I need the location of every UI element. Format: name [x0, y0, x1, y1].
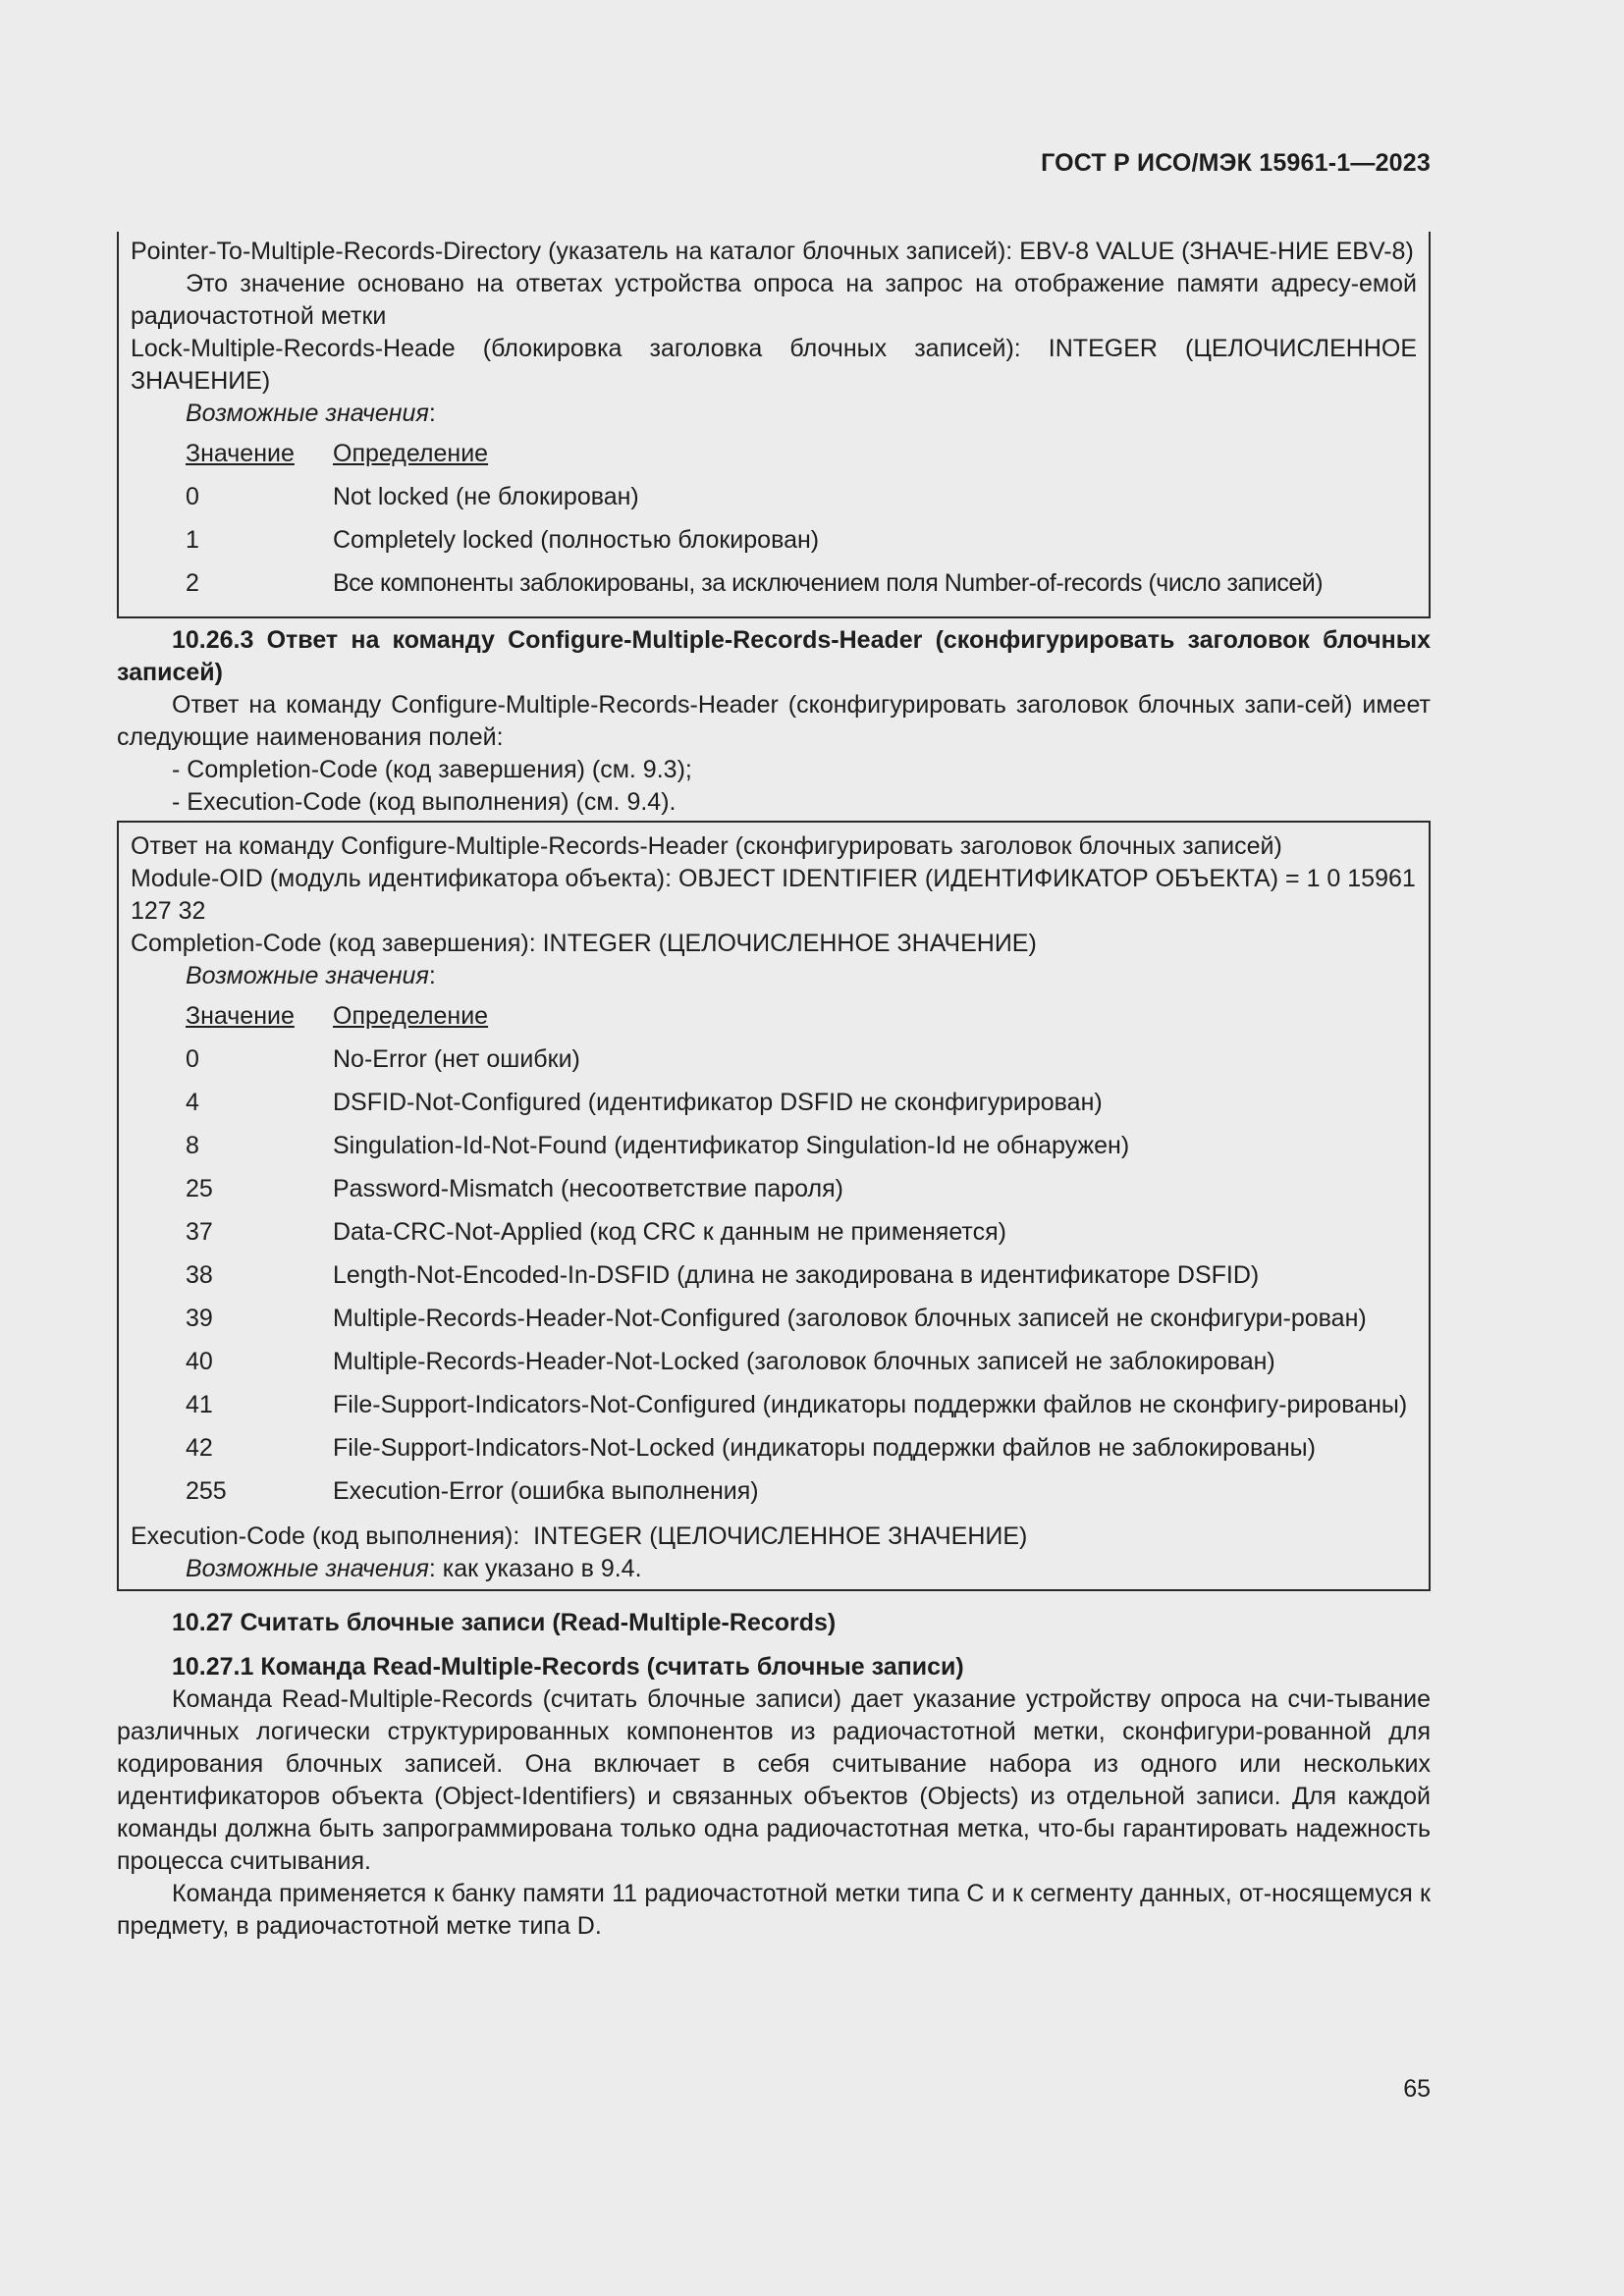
row-definition: Data-CRC-Not-Applied (код CRC к данным не применяется) — [333, 1218, 1006, 1246]
completion-code-line: Completion-Code (код завершения): INTEGER (ЦЕЛОЧИСЛЕННОЕ ЗНАЧЕНИЕ) — [131, 930, 1037, 957]
row-value: 0 — [186, 483, 199, 510]
table-row — [186, 1259, 1413, 1303]
table-row — [186, 1475, 1413, 1519]
row-value: 255 — [186, 1477, 227, 1505]
row-definition: File-Support-Indicators-Not-Configured (индикаторы поддержки файлов не сконфигу-рированы) — [333, 1391, 1408, 1418]
section-heading: 10.26.3 Ответ на команду Configure-Multiple-Records-Header (сконфигурировать заголовок блочных записей) — [117, 626, 1431, 686]
row-definition: Multiple-Records-Header-Not-Configured (заголовок блочных записей не сконфигури-рован) — [333, 1305, 1367, 1332]
section-paragraph: Команда Read-Multiple-Records (считать блочные записи) дает указание устройству опроса на счи-тывание различных логически структурированных компонентов из радиочастотной метки, сконфигури-рованной для кодирования блочных записей. Она включает в себя считывание набора из одного или нескольких идентификаторов объекта (Object-Identifiers) и связанных объектов (Objects) из отдельной записи. Для каждой команды должна быть запрограммирована только одна радиочастотная метка, что-бы гарантировать надежность процесса считывания. — [117, 1685, 1431, 1875]
section-paragraph: Команда применяется к банку памяти 11 радиочастотной метки типа С и к сегменту данных, от-носящемуся к предмету, в радиочастотной метке типа D. — [117, 1880, 1431, 1940]
row-value: 42 — [186, 1434, 213, 1462]
row-value: 2 — [186, 569, 199, 597]
section-10-26-3 — [117, 624, 1431, 819]
row-definition: Length-Not-Encoded-In-DSFID (длина не закодирована в идентификаторе DSFID) — [333, 1261, 1260, 1289]
table-row — [186, 1432, 1413, 1475]
row-value: 1 — [186, 526, 199, 554]
row-value: 8 — [186, 1132, 199, 1159]
table-row — [186, 1389, 1413, 1432]
lock-values-table — [186, 438, 1413, 611]
table-row — [186, 1043, 1413, 1087]
list-item: - Execution-Code (код выполнения) (см. 9.4). — [172, 788, 677, 816]
table-row — [186, 481, 1413, 524]
column-header-definition: Определение — [333, 440, 489, 467]
table-header-row — [186, 1000, 1413, 1043]
definition-box-response — [117, 821, 1431, 1591]
table-row — [186, 1173, 1413, 1216]
section-10-27 — [117, 1607, 1431, 1943]
table-row — [186, 1346, 1413, 1389]
section-paragraph: Ответ на команду Configure-Multiple-Records-Header (сконфигурировать заголовок блочных запи-сей) имеет следующие наименования полей: — [117, 691, 1431, 751]
row-definition: Все компоненты заблокированы, за исключением поля Number-of-records (число записей) — [333, 569, 1324, 597]
table-header-row — [186, 438, 1413, 481]
row-definition: Execution-Error (ошибка выполнения) — [333, 1477, 759, 1505]
subsection-heading: 10.27.1 Команда Read-Multiple-Records (считать блочные записи) — [172, 1653, 964, 1681]
table-row — [186, 1303, 1413, 1346]
lock-header-line: Lock-Multiple-Records-Heade (блокировка заголовка блочных записей): INTEGER (ЦЕЛОЧИСЛЕННОЕ ЗНАЧЕНИЕ) — [131, 335, 1417, 395]
definition-box-lock — [117, 232, 1431, 618]
pointer-note-line: Это значение основано на ответах устройства опроса на запрос на отображение памяти адресу-емой радиочастотной метки — [131, 270, 1417, 330]
row-value: 38 — [186, 1261, 213, 1289]
possible-values-label: Возможные значения: — [186, 962, 436, 989]
column-header-value: Значение — [186, 1002, 295, 1030]
column-header-definition: Определение — [333, 1002, 489, 1030]
row-value: 4 — [186, 1089, 199, 1116]
table-row — [186, 1087, 1413, 1130]
page-content — [117, 226, 1431, 1943]
row-value: 40 — [186, 1348, 213, 1375]
execution-possible-values: Возможные значения: как указано в 9.4. — [186, 1555, 642, 1582]
table-row — [186, 567, 1413, 611]
execution-code-line: Execution-Code (код выполнения): INTEGER (ЦЕЛОЧИСЛЕННОЕ ЗНАЧЕНИЕ) — [131, 1522, 1028, 1550]
row-definition: Password-Mismatch (несоответствие пароля) — [333, 1175, 843, 1202]
row-value: 25 — [186, 1175, 213, 1202]
row-value: 0 — [186, 1045, 199, 1073]
row-definition: DSFID-Not-Configured (идентификатор DSFID не сконфигурирован) — [333, 1089, 1103, 1116]
completion-values-table — [186, 1000, 1413, 1519]
row-value: 41 — [186, 1391, 213, 1418]
row-definition: File-Support-Indicators-Not-Locked (индикаторы поддержки файлов не заблокированы) — [333, 1434, 1316, 1462]
response-title-line: Ответ на команду Configure-Multiple-Records-Header (сконфигурировать заголовок блочных записей) — [131, 832, 1282, 860]
row-value: 37 — [186, 1218, 213, 1246]
row-value: 39 — [186, 1305, 213, 1332]
possible-values-label: Возможные значения: — [186, 400, 436, 427]
row-definition: Completely locked (полностью блокирован) — [333, 526, 820, 554]
table-row — [186, 1130, 1413, 1173]
column-header-value: Значение — [186, 440, 295, 467]
list-item: - Completion-Code (код завершения) (см. 9.3); — [172, 756, 692, 783]
pointer-directory-line: Pointer-To-Multiple-Records-Directory (указатель на каталог блочных записей): EBV-8 VALUE (ЗНАЧЕ-НИЕ EBV-8) — [131, 238, 1414, 265]
page-number: 65 — [1403, 2075, 1431, 2103]
section-heading: 10.27 Считать блочные записи (Read-Multiple-Records) — [172, 1609, 837, 1636]
row-definition: Not locked (не блокирован) — [333, 483, 639, 510]
row-definition: No-Error (нет ошибки) — [333, 1045, 580, 1073]
table-row — [186, 1216, 1413, 1259]
table-row — [186, 524, 1413, 567]
row-definition: Multiple-Records-Header-Not-Locked (заголовок блочных записей не заблокирован) — [333, 1348, 1275, 1375]
row-definition: Singulation-Id-Not-Found (идентификатор Singulation-Id не обнаружен) — [333, 1132, 1130, 1159]
module-oid-line: Module-OID (модуль идентификатора объекта): OBJECT IDENTIFIER (ИДЕНТИФИКАТОР ОБЪЕКТА) = 1 0 15961 127 32 — [131, 865, 1416, 925]
standard-code: ГОСТ Р ИСО/МЭК 15961-1—2023 — [1041, 149, 1431, 177]
